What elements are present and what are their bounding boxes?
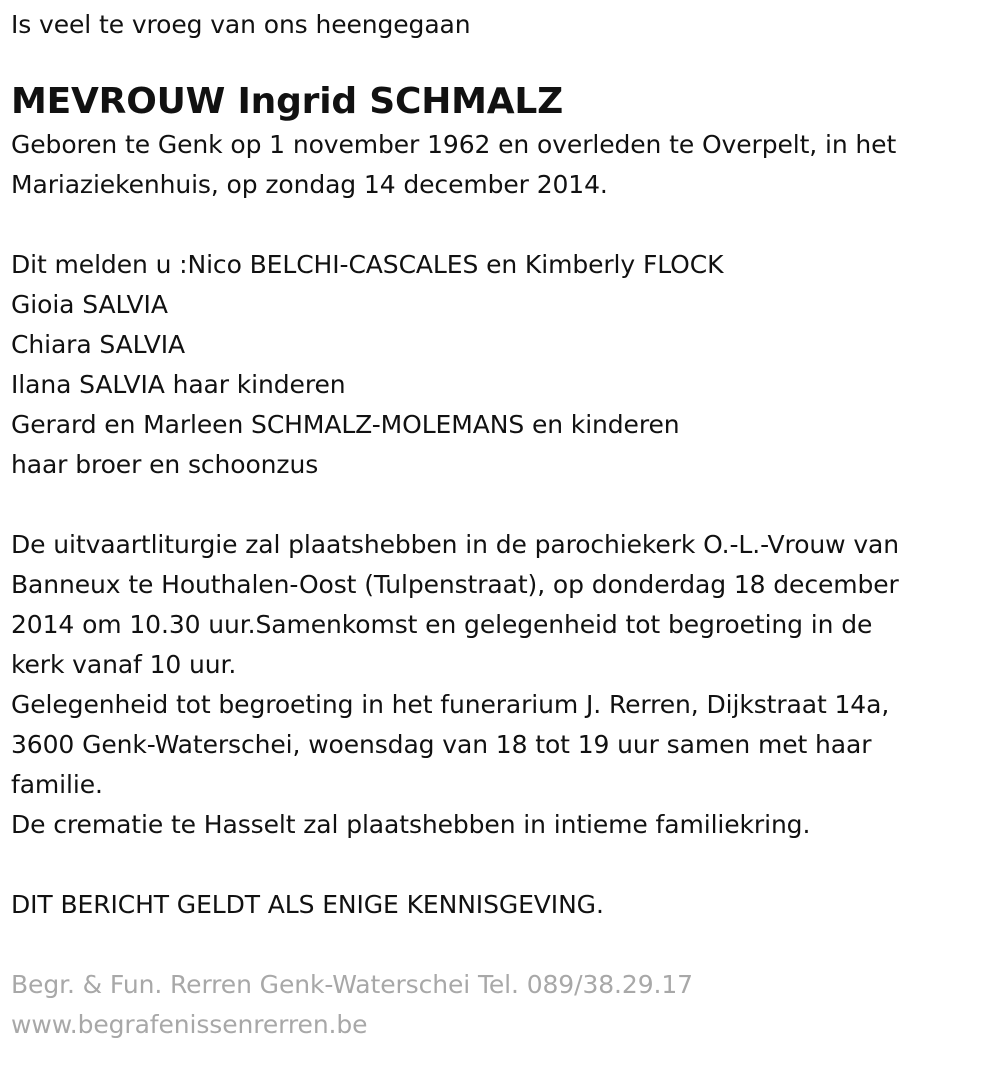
closing-statement: DIT BERICHT GELDT ALS ENIGE KENNISGEVING. [11, 890, 604, 919]
funeral-info-line: De uitvaartliturgie zal plaatshebben in de parochiekerk O.-L.-Vrouw van [11, 530, 899, 559]
funeral-home-info: Begr. & Fun. Rerren Genk-Waterschei Tel. 089/38.29.17 [11, 970, 693, 999]
spacer [11, 485, 986, 525]
intro-text: Is veel te vroeg van ons heengegaan [11, 10, 471, 39]
announcer-line: haar broer en schoonzus [11, 450, 319, 479]
funeral-info-line: 3600 Genk-Waterschei, woensdag van 18 tot 19 uur samen met haar [11, 730, 872, 759]
spacer [11, 45, 986, 78]
funeral-info-line: 2014 om 10.30 uur.Samenkomst en gelegenheid tot begroeting in de [11, 610, 873, 639]
funeral-info-line: Banneux te Houthalen-Oost (Tulpenstraat), op donderdag 18 december [11, 570, 899, 599]
announcer-line: Dit melden u :Nico BELCHI-CASCALES en Kimberly FLOCK [11, 250, 724, 279]
announcer-line: Chiara SALVIA [11, 330, 186, 359]
announcer-line: Ilana SALVIA haar kinderen [11, 370, 346, 399]
funeral-info-line: familie. [11, 770, 103, 799]
funeral-info-line: Gelegenheid tot begroeting in het funerarium J. Rerren, Dijkstraat 14a, [11, 690, 890, 719]
deceased-name: MEVROUW Ingrid SCHMALZ [11, 81, 564, 122]
funeral-info-line: kerk vanaf 10 uur. [11, 650, 237, 679]
announcer-line: Gerard en Marleen SCHMALZ-MOLEMANS en kinderen [11, 410, 680, 439]
announcer-line: Gioia SALVIA [11, 290, 168, 319]
spacer [11, 845, 986, 885]
spacer [11, 205, 986, 245]
funeral-home-website: www.begrafenissenrerren.be [11, 1010, 368, 1039]
spacer [11, 925, 986, 965]
funeral-info-line: De crematie te Hasselt zal plaatshebben in intieme familiekring. [11, 810, 811, 839]
birth-death-line: Geboren te Genk op 1 november 1962 en overleden te Overpelt, in het [11, 130, 897, 159]
birth-death-line: Mariaziekenhuis, op zondag 14 december 2014. [11, 170, 608, 199]
obituary-notice [11, 5, 986, 1045]
